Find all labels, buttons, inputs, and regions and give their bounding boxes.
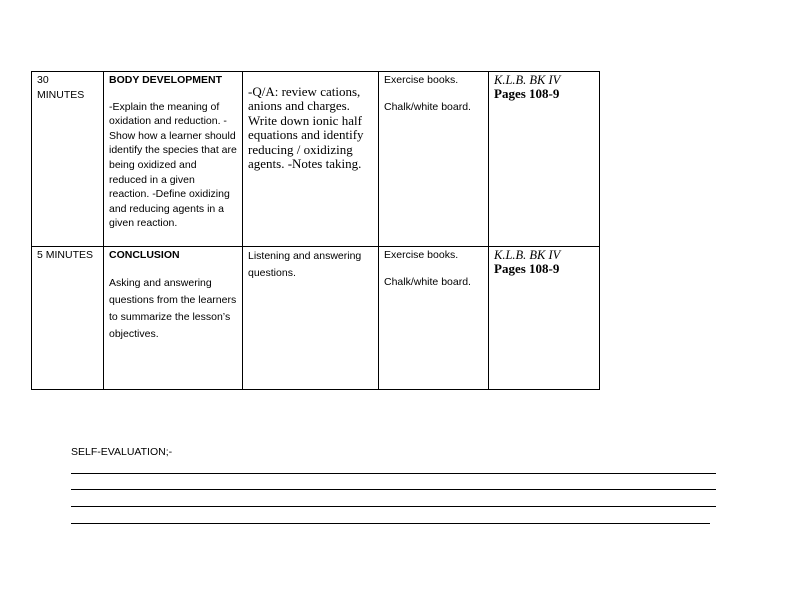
reference-pages: Pages 108-9	[494, 261, 560, 276]
self-evaluation-label: SELF-EVALUATION;-	[71, 446, 173, 458]
stage-cell	[104, 247, 243, 390]
activities-cell	[243, 247, 379, 390]
writing-line	[71, 473, 716, 474]
reference-pages: Pages 108-9	[494, 86, 560, 101]
stage-title: BODY DEVELOPMENT	[109, 74, 222, 86]
stage-cell	[104, 72, 243, 247]
resource-item: Chalk/white board.	[384, 100, 471, 113]
resources-cell	[379, 247, 489, 390]
stage-text: Asking and answering questions from the learners to summarize the lesson’s objectives.	[109, 276, 237, 340]
writing-line	[71, 506, 716, 507]
writing-line	[71, 489, 716, 490]
activities-text: -Q/A: review cations, anions and charges. Write down ionic half equations and identify reducing / oxidizing agents. -Notes taking.	[248, 84, 364, 172]
time-cell: 5 MINUTES	[32, 247, 104, 390]
reference-book: K.L.B. BK IV	[494, 248, 561, 262]
writing-line	[71, 523, 710, 524]
reference-cell	[489, 72, 600, 247]
reference-book: K.L.B. BK IV	[494, 73, 561, 87]
time-cell: 30 MINUTES	[32, 72, 104, 247]
resource-item: Exercise books.	[384, 249, 459, 261]
stage-text: -Explain the meaning of oxidation and reduction. -Show how a learner should identify the species that are being oxidized and reduced in a given reaction. -Define oxidizing and reducing agents in a given reaction.	[109, 100, 237, 230]
resources-cell	[379, 72, 489, 247]
reference-cell	[489, 247, 600, 390]
lesson-plan-table	[31, 71, 600, 390]
resource-item: Exercise books.	[384, 74, 459, 86]
activities-text: Listening and answering questions.	[248, 250, 362, 279]
activities-cell	[243, 72, 379, 247]
table-row	[32, 72, 600, 247]
stage-title: CONCLUSION	[109, 249, 180, 261]
table-row	[32, 247, 600, 390]
resource-item: Chalk/white board.	[384, 275, 471, 288]
